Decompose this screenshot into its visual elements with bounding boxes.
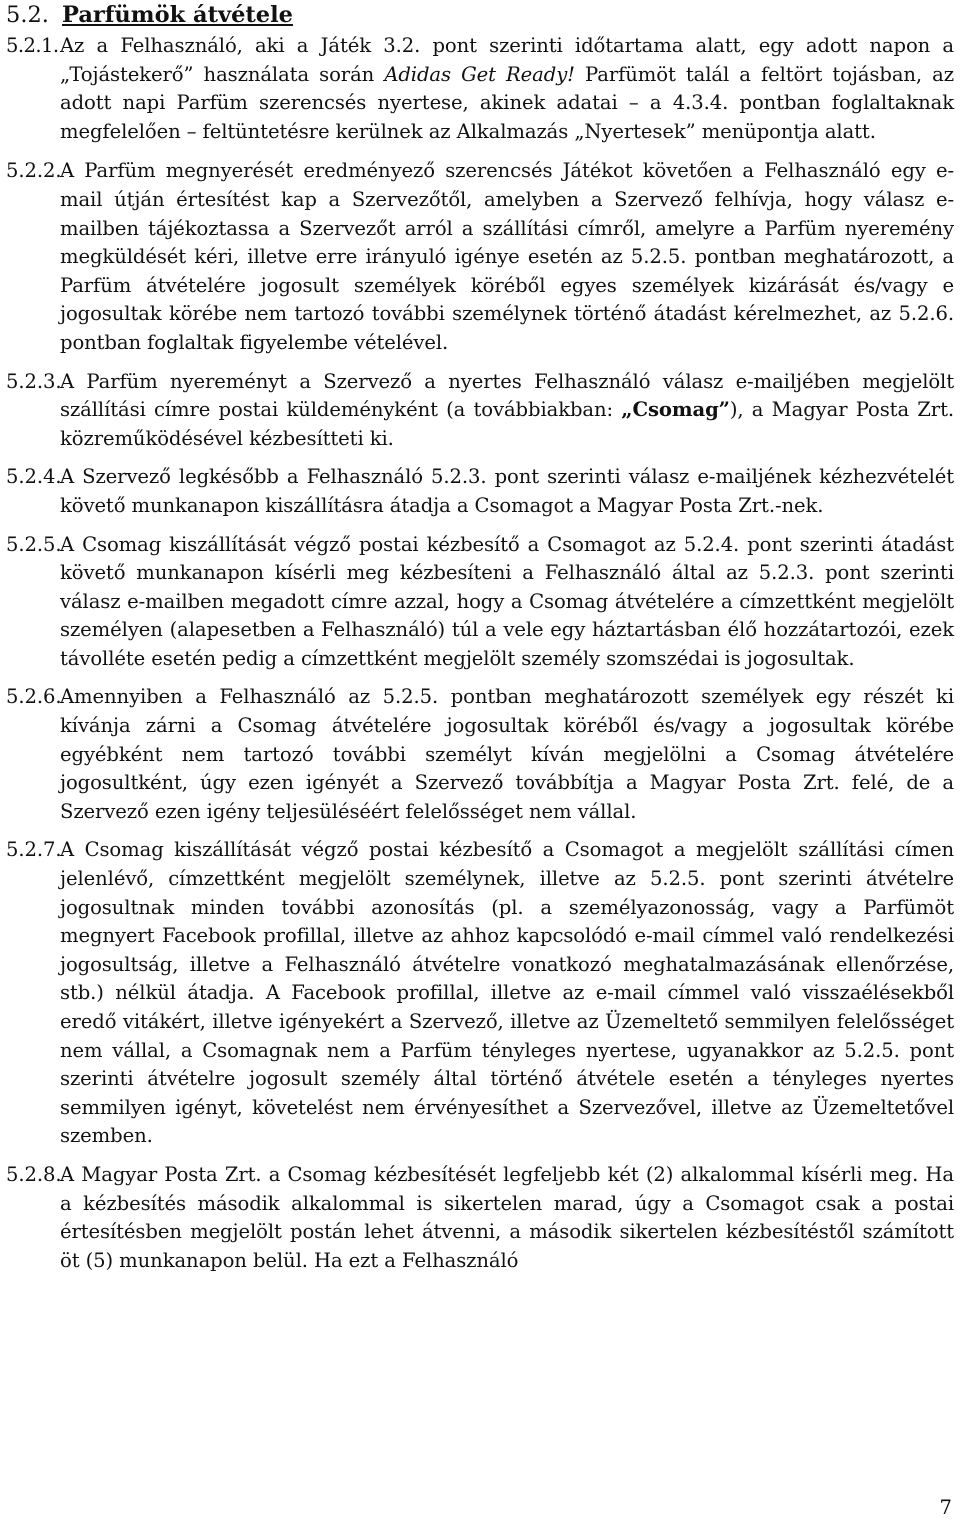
bold-term: „Csomag” (621, 398, 730, 422)
paragraph-5-2-8 (6, 1161, 954, 1275)
paragraph-5-2-7 (6, 836, 954, 1151)
paragraph-number: 5.2.6. (6, 685, 62, 709)
paragraph-number: 5.2.2. (6, 159, 62, 183)
paragraph-5-2-5 (6, 531, 954, 674)
text-segment: ), a Magyar Posta Zrt. közreműködésével kézbesítteti ki. (60, 398, 954, 450)
italic-product-name: Adidas Get Ready! (384, 62, 575, 86)
paragraph-number: 5.2.5. (6, 532, 62, 556)
paragraph-number: 5.2.3. (6, 369, 62, 393)
paragraph-number: 5.2.4. (6, 465, 62, 489)
document-page (6, 0, 954, 1275)
paragraph-number: 5.2.7. (6, 838, 62, 862)
paragraph-text: A Magyar Posta Zrt. a Csomag kézbesítését legfeljebb két (2) alkalommal kísérli meg. Ha a kézbesítés második alkalommal is sikertelen marad, úgy a Csomagot csak a postai értesítésben megjelölt postán lehet átvenni, a második sikertelen kézbesítéstől számított öt (5) munkanapon belül. Ha ezt a Felhasználó (60, 1162, 954, 1272)
paragraph-5-2-1 (6, 32, 954, 146)
paragraph-text: A Parfüm megnyerését eredményező szerencsés Játékot követően a Felhasználó egy e-mail útján értesítést kap a Szervezőtől, amelyben a Szervező felhívja, hogy válasz e-mailben tájékoztassa a Szervezőt arról a szállítási címről, amelyre a Parfüm nyeremény megküldését kéri, illetve erre irányuló igénye esetén az 5.2.5. pontban meghatározott, a Parfüm átvételére jogosult személyek köréből egyes személyek kizárását és/vagy e jogosultak körébe nem tartozó további személynek történő átadást kérelmezhet, az 5.2.6. pontban foglaltak figyelembe vételével. (60, 159, 954, 354)
paragraph-5-2-4 (6, 463, 954, 520)
section-number: 5.2. (6, 2, 49, 28)
text-segment: Az a Felhasználó, aki a Játék 3.2. pont szerinti időtartama alatt, egy adott napon a „Tojástekerő” használata során (60, 34, 954, 86)
paragraph-text: A Csomag kiszállítását végző postai kézbesítő a Csomagot az 5.2.4. pont szerinti átadást követő munkanapon kísérli meg kézbesíteni a Felhasználó által az 5.2.3. pont szerinti válasz e-mailben megadott címre azzal, hogy a Csomag átvételére a címzettként megjelölt személyen (alapesetben a Felhasználó) túl a vele egy háztartásban élő hozzátartozói, ezek távolléte esetén pedig a címzettként megjelölt személy szomszédai is jogosultak. (60, 532, 954, 670)
paragraph-text: Amennyiben a Felhasználó az 5.2.5. pontban meghatározott személyek egy részét ki kívánja zárni a Csomag átvételére jogosultak köréből és/vagy a jogosultak körébe egyébként nem tartozó további személyt kíván megjelölni a Csomag átvételére jogosultként, úgy ezen igényét a Szervező továbbítja a Magyar Posta Zrt. felé, de a Szervező ezen igény teljesüléséért felelősséget nem vállal. (60, 685, 954, 823)
paragraph-number: 5.2.1. (6, 34, 59, 57)
paragraph-text (60, 32, 954, 146)
text-segment: Parfümöt talál a feltört tojásban, az adott napi Parfüm szerencsés nyertese, akinek adatai – a 4.3.4. pontban foglaltaknak megfelelően – feltüntetésre kerülnek az Alkalmazás „Nyertesek” menüpontja alatt. (60, 62, 954, 143)
paragraph-5-2-2 (6, 157, 954, 357)
page-number: 7 (939, 1496, 952, 1519)
paragraph-5-2-6 (6, 683, 954, 826)
paragraph-5-2-3 (6, 368, 954, 454)
paragraph-text (60, 368, 954, 454)
paragraph-text: A Csomag kiszállítását végző postai kézbesítő a Csomagot a megjelölt szállítási címen jelenlévő, címzettként megjelölt személynek, illetve az 5.2.5. pont szerinti átvételre jogosultnak minden további azonosítás (pl. a személyazonosság, vagy a Parfümöt megnyert Facebook profillal, illetve az ahhoz kapcsolódó e-mail címmel való rendelkezési jogosultság, illetve a Felhasználó átvételre vonatkozó meghatalmazásának ellenőrzése, stb.) nélkül átadja. A Facebook profillal, illetve az e-mail címmel való visszaélésekből eredő vitákért, illetve igényekért a Szervező, illetve az Üzemeltető semmilyen felelősséget nem vállal, a Csomagnak nem a Parfüm tényleges nyertese, ugyanakkor az 5.2.5. pont szerinti átvételre jogosult személy által történő átvétele esetén a tényleges nyertes semmilyen igényt, követelést nem érvényesíthet a Szervezővel, illetve az Üzemeltetővel szemben. (60, 838, 954, 1148)
paragraph-number: 5.2.8. (6, 1162, 62, 1186)
text-segment: A Parfüm nyereményt a Szervező a nyertes Felhasználó válasz e-mailjében megjelölt szállítási címre postai küldeményként (a továbbiakban: (60, 369, 954, 422)
section-heading (6, 1, 954, 30)
paragraph-text: A Szervező legkésőbb a Felhasználó 5.2.3. pont szerinti válasz e-mailjének kézhezvételét követő munkanapon kiszállításra átadja a Csomagot a Magyar Posta Zrt.-nek. (60, 465, 954, 517)
section-title: Parfümök átvétele (62, 2, 293, 28)
